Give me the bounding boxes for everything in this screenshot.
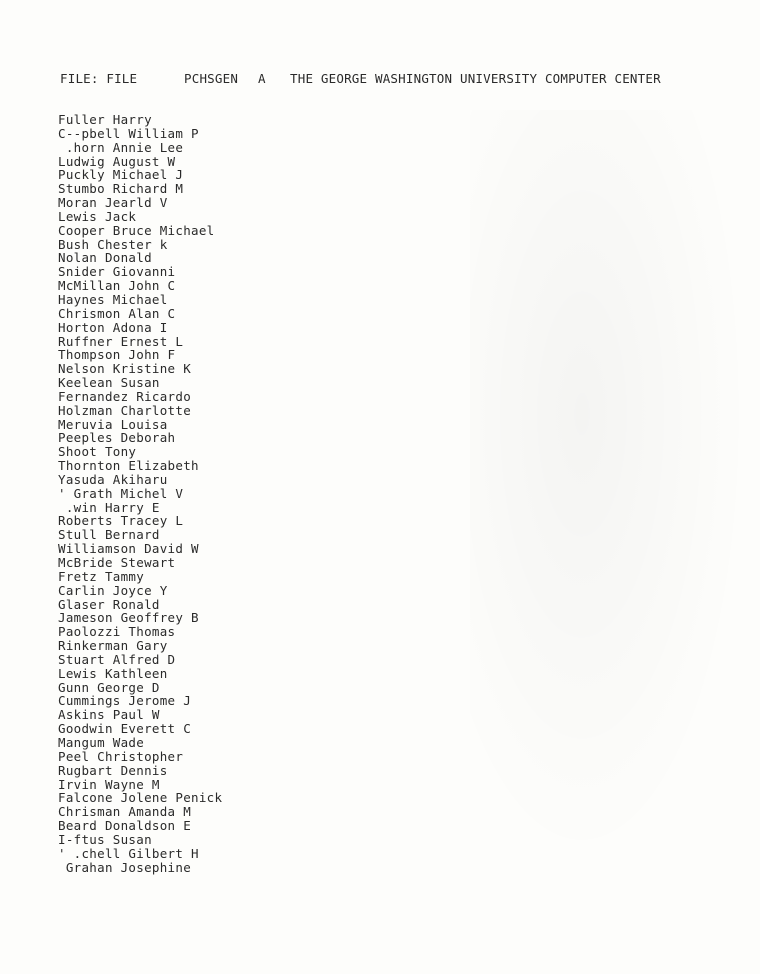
name-row: Carlin Joyce Y — [58, 582, 168, 598]
scan-shadow — [470, 110, 750, 870]
name-row: ' .chell Gilbert H — [58, 845, 199, 861]
name-row: Stull Bernard — [58, 527, 160, 543]
name-row: Stumbo Richard M — [58, 181, 184, 197]
name-row: Glaser Ronald — [58, 596, 160, 612]
name-row: Askins Paul W — [58, 707, 160, 723]
name-row: Keelean Susan — [58, 375, 160, 391]
name-row: Haynes Michael — [58, 291, 168, 307]
name-row: Paolozzi Thomas — [58, 624, 176, 640]
name-row: Rugbart Dennis — [58, 762, 168, 778]
name-row: Falcone Jolene Penick — [58, 790, 223, 806]
name-row: Mangum Wade — [58, 734, 145, 750]
name-row: Thompson John F — [58, 347, 176, 363]
name-row: Beard Donaldson E — [58, 818, 192, 834]
name-row: Chrismon Alan C — [58, 305, 176, 321]
name-row: Snider Giovanni — [58, 264, 176, 280]
name-row: Nelson Kristine K — [58, 361, 192, 377]
institution-name: THE GEORGE WASHINGTON UNIVERSITY COMPUTER CENTER — [290, 71, 661, 86]
name-row: Cooper Bruce Michael — [58, 222, 215, 238]
name-row: Grahan Josephine — [58, 859, 192, 875]
name-row: Puckly Michael J — [58, 167, 184, 183]
page-header — [60, 71, 661, 86]
name-row: Moran Jearld V — [58, 195, 168, 211]
name-row: I-ftus Susan — [58, 831, 152, 847]
name-row: Stuart Alfred D — [58, 651, 176, 667]
name-row: Nolan Donald — [58, 250, 152, 266]
name-row: Lewis Jack — [58, 208, 137, 224]
name-row: Bush Chester k — [58, 236, 168, 252]
name-row: Gunn George D — [58, 679, 160, 695]
name-row: Williamson David W — [58, 541, 199, 557]
program-name: PCHSGEN — [184, 71, 239, 86]
name-row: Ludwig August W — [58, 153, 176, 169]
name-row: Ruffner Ernest L — [58, 333, 184, 349]
name-list — [58, 113, 222, 874]
name-row: Jameson Geoffrey B — [58, 610, 199, 626]
name-row: Holzman Charlotte — [58, 402, 192, 418]
name-row: Yasuda Akiharu — [58, 471, 168, 487]
name-row: Rinkerman Gary — [58, 638, 168, 654]
name-row: Fuller Harry — [58, 112, 152, 127]
name-row: .horn Annie Lee — [58, 139, 184, 155]
name-row: McBride Stewart — [58, 555, 176, 570]
name-row: Irvin Wayne M — [58, 776, 160, 792]
name-row: ' Grath Michel V — [58, 485, 184, 501]
file-mode: A — [258, 71, 266, 86]
name-row: Roberts Tracey L — [58, 513, 184, 529]
name-row: Peeples Deborah — [58, 430, 176, 446]
name-row: Shoot Tony — [58, 444, 137, 460]
name-row: Thornton Elizabeth — [58, 458, 199, 474]
name-row: Fretz Tammy — [58, 568, 145, 584]
name-row: Chrisman Amanda M — [58, 804, 192, 820]
file-label: FILE: FILE — [60, 71, 138, 86]
name-row: Meruvia Louisa — [58, 416, 168, 432]
name-row: Cummings Jerome J — [58, 693, 192, 709]
name-row: Fernandez Ricardo — [58, 388, 192, 404]
name-row: Lewis Kathleen — [58, 665, 168, 681]
name-row: Peel Christopher — [58, 748, 184, 764]
name-row: Horton Adona I — [58, 319, 168, 335]
name-row: C--pbell William P — [58, 125, 199, 141]
name-row: Goodwin Everett C — [58, 721, 192, 737]
name-row: .win Harry E — [58, 499, 160, 515]
name-row: McMillan John C — [58, 278, 176, 294]
